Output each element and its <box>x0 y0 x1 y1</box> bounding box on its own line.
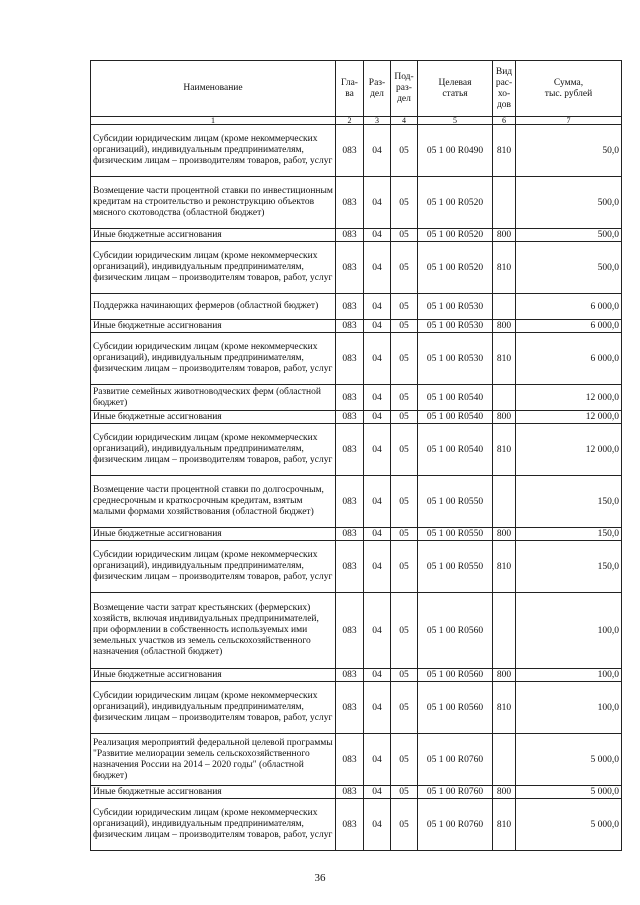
row-razdel: 04 <box>364 242 391 294</box>
row-name: Иные бюджетные ассигнования <box>91 669 336 682</box>
row-celevaya-statya: 05 1 00 R0490 <box>418 125 493 177</box>
table-row <box>91 734 622 786</box>
row-glava: 083 <box>336 294 364 320</box>
row-summa: 5 000,0 <box>516 799 622 851</box>
row-summa: 150,0 <box>516 528 622 541</box>
row-podrazdel: 05 <box>391 528 418 541</box>
row-razdel: 04 <box>364 229 391 242</box>
row-vid-rashodov: 810 <box>493 333 516 385</box>
row-celevaya-statya: 05 1 00 R0760 <box>418 786 493 799</box>
row-vid-rashodov: 800 <box>493 411 516 424</box>
table-row <box>91 799 622 851</box>
row-podrazdel: 05 <box>391 177 418 229</box>
row-summa: 150,0 <box>516 476 622 528</box>
row-razdel: 04 <box>364 177 391 229</box>
table-row <box>91 786 622 799</box>
table-row <box>91 385 622 411</box>
row-summa: 6 000,0 <box>516 320 622 333</box>
row-podrazdel: 05 <box>391 229 418 242</box>
row-summa: 6 000,0 <box>516 333 622 385</box>
row-name: Реализация мероприятий федеральной целевой программы "Развитие мелиорации земель сельскохозяйственного назначения России на 2014 – 2020 годы" (областной бюджет) <box>91 734 336 786</box>
row-celevaya-statya: 05 1 00 R0520 <box>418 229 493 242</box>
row-vid-rashodov: 810 <box>493 424 516 476</box>
row-razdel: 04 <box>364 682 391 734</box>
row-summa: 5 000,0 <box>516 734 622 786</box>
row-summa: 500,0 <box>516 229 622 242</box>
row-podrazdel: 05 <box>391 593 418 669</box>
row-vid-rashodov <box>493 294 516 320</box>
row-podrazdel: 05 <box>391 320 418 333</box>
row-name: Возмещение части процентной ставки по инвестиционным кредитам на строительство и реконструкцию объектов мясного скотоводства (областной бюджет) <box>91 177 336 229</box>
column-number: 3 <box>364 117 391 125</box>
row-razdel: 04 <box>364 476 391 528</box>
row-glava: 083 <box>336 476 364 528</box>
header-razdel: Раз- дел <box>364 61 391 117</box>
row-glava: 083 <box>336 593 364 669</box>
row-name: Поддержка начинающих фермеров (областной бюджет) <box>91 294 336 320</box>
row-vid-rashodov: 810 <box>493 682 516 734</box>
row-podrazdel: 05 <box>391 541 418 593</box>
row-summa: 100,0 <box>516 593 622 669</box>
row-summa: 6 000,0 <box>516 294 622 320</box>
row-vid-rashodov: 810 <box>493 242 516 294</box>
row-name: Субсидии юридическим лицам (кроме некоммерческих организаций), индивидуальным предпринимателям, физическим лицам – производителям товаров, работ, услуг <box>91 125 336 177</box>
row-summa: 100,0 <box>516 669 622 682</box>
row-name: Развитие семейных животноводческих ферм (областной бюджет) <box>91 385 336 411</box>
row-razdel: 04 <box>364 799 391 851</box>
row-celevaya-statya: 05 1 00 R0530 <box>418 320 493 333</box>
row-glava: 083 <box>336 424 364 476</box>
row-celevaya-statya: 05 1 00 R0560 <box>418 669 493 682</box>
row-vid-rashodov: 810 <box>493 541 516 593</box>
row-name: Иные бюджетные ассигнования <box>91 786 336 799</box>
row-podrazdel: 05 <box>391 786 418 799</box>
row-celevaya-statya: 05 1 00 R0560 <box>418 593 493 669</box>
table-row <box>91 177 622 229</box>
row-razdel: 04 <box>364 424 391 476</box>
row-glava: 083 <box>336 385 364 411</box>
row-summa: 500,0 <box>516 177 622 229</box>
row-name: Субсидии юридическим лицам (кроме некоммерческих организаций), индивидуальным предпринимателям, физическим лицам – производителям товаров, работ, услуг <box>91 682 336 734</box>
row-vid-rashodov: 800 <box>493 786 516 799</box>
row-razdel: 04 <box>364 294 391 320</box>
table-row <box>91 669 622 682</box>
row-name: Субсидии юридическим лицам (кроме некоммерческих организаций), индивидуальным предпринимателям, физическим лицам – производителям товаров, работ, услуг <box>91 541 336 593</box>
column-number: 5 <box>418 117 493 125</box>
row-glava: 083 <box>336 799 364 851</box>
row-celevaya-statya: 05 1 00 R0540 <box>418 411 493 424</box>
row-glava: 083 <box>336 125 364 177</box>
row-vid-rashodov: 810 <box>493 799 516 851</box>
table-row <box>91 411 622 424</box>
row-razdel: 04 <box>364 385 391 411</box>
row-vid-rashodov: 800 <box>493 320 516 333</box>
row-razdel: 04 <box>364 593 391 669</box>
column-number: 4 <box>391 117 418 125</box>
table-row <box>91 229 622 242</box>
row-name: Иные бюджетные ассигнования <box>91 320 336 333</box>
row-razdel: 04 <box>364 786 391 799</box>
row-name: Иные бюджетные ассигнования <box>91 411 336 424</box>
row-razdel: 04 <box>364 333 391 385</box>
row-name: Возмещение части процентной ставки по долгосрочным, среднесрочным и краткосрочным кредитам, взятым малыми формами хозяйствования (областной бюджет) <box>91 476 336 528</box>
row-razdel: 04 <box>364 320 391 333</box>
row-vid-rashodov <box>493 593 516 669</box>
row-vid-rashodov: 800 <box>493 229 516 242</box>
budget-table <box>90 60 622 851</box>
row-celevaya-statya: 05 1 00 R0540 <box>418 424 493 476</box>
row-podrazdel: 05 <box>391 424 418 476</box>
table-row <box>91 476 622 528</box>
row-glava: 083 <box>336 541 364 593</box>
row-glava: 083 <box>336 320 364 333</box>
header-row <box>91 61 622 117</box>
column-number: 7 <box>516 117 622 125</box>
row-celevaya-statya: 05 1 00 R0520 <box>418 242 493 294</box>
row-celevaya-statya: 05 1 00 R0550 <box>418 528 493 541</box>
table-row <box>91 593 622 669</box>
table-row <box>91 320 622 333</box>
header-celevaya-statya: Целевая статья <box>418 61 493 117</box>
row-podrazdel: 05 <box>391 125 418 177</box>
row-podrazdel: 05 <box>391 682 418 734</box>
row-celevaya-statya: 05 1 00 R0760 <box>418 734 493 786</box>
row-celevaya-statya: 05 1 00 R0760 <box>418 799 493 851</box>
row-glava: 083 <box>336 682 364 734</box>
row-vid-rashodov <box>493 177 516 229</box>
row-celevaya-statya: 05 1 00 R0550 <box>418 541 493 593</box>
row-razdel: 04 <box>364 541 391 593</box>
table-row <box>91 294 622 320</box>
row-podrazdel: 05 <box>391 734 418 786</box>
header-summa: Сумма, тыс. рублей <box>516 61 622 117</box>
table-row <box>91 682 622 734</box>
row-glava: 083 <box>336 528 364 541</box>
row-vid-rashodov: 810 <box>493 125 516 177</box>
column-number: 6 <box>493 117 516 125</box>
column-number: 2 <box>336 117 364 125</box>
row-vid-rashodov <box>493 734 516 786</box>
column-number: 1 <box>91 117 336 125</box>
row-glava: 083 <box>336 242 364 294</box>
row-name: Субсидии юридическим лицам (кроме некоммерческих организаций), индивидуальным предпринимателям, физическим лицам – производителям товаров, работ, услуг <box>91 333 336 385</box>
row-razdel: 04 <box>364 528 391 541</box>
row-podrazdel: 05 <box>391 242 418 294</box>
row-summa: 500,0 <box>516 242 622 294</box>
row-celevaya-statya: 05 1 00 R0550 <box>418 476 493 528</box>
row-vid-rashodov <box>493 385 516 411</box>
header-vid-rashodov: Вид рас- хо- дов <box>493 61 516 117</box>
row-name: Субсидии юридическим лицам (кроме некоммерческих организаций), индивидуальным предпринимателям, физическим лицам – производителям товаров, работ, услуг <box>91 242 336 294</box>
table-row <box>91 541 622 593</box>
row-vid-rashodov: 800 <box>493 528 516 541</box>
page-number: 36 <box>314 872 326 884</box>
row-razdel: 04 <box>364 411 391 424</box>
row-name: Иные бюджетные ассигнования <box>91 229 336 242</box>
row-summa: 50,0 <box>516 125 622 177</box>
row-celevaya-statya: 05 1 00 R0540 <box>418 385 493 411</box>
row-summa: 12 000,0 <box>516 385 622 411</box>
row-glava: 083 <box>336 669 364 682</box>
row-razdel: 04 <box>364 669 391 682</box>
header-name: Наименование <box>91 61 336 117</box>
row-summa: 5 000,0 <box>516 786 622 799</box>
row-vid-rashodov <box>493 476 516 528</box>
table-row <box>91 125 622 177</box>
row-podrazdel: 05 <box>391 799 418 851</box>
table-body <box>91 125 622 851</box>
row-summa: 150,0 <box>516 541 622 593</box>
row-celevaya-statya: 05 1 00 R0530 <box>418 333 493 385</box>
row-summa: 100,0 <box>516 682 622 734</box>
row-celevaya-statya: 05 1 00 R0530 <box>418 294 493 320</box>
row-summa: 12 000,0 <box>516 424 622 476</box>
row-razdel: 04 <box>364 125 391 177</box>
row-name: Субсидии юридическим лицам (кроме некоммерческих организаций), индивидуальным предпринимателям, физическим лицам – производителям товаров, работ, услуг <box>91 799 336 851</box>
table-row <box>91 424 622 476</box>
row-podrazdel: 05 <box>391 385 418 411</box>
row-name: Субсидии юридическим лицам (кроме некоммерческих организаций), индивидуальным предпринимателям, физическим лицам – производителям товаров, работ, услуг <box>91 424 336 476</box>
row-celevaya-statya: 05 1 00 R0520 <box>418 177 493 229</box>
row-glava: 083 <box>336 177 364 229</box>
row-podrazdel: 05 <box>391 476 418 528</box>
row-name: Иные бюджетные ассигнования <box>91 528 336 541</box>
row-glava: 083 <box>336 786 364 799</box>
header-podrazdel: Под- раз- дел <box>391 61 418 117</box>
row-podrazdel: 05 <box>391 294 418 320</box>
row-podrazdel: 05 <box>391 333 418 385</box>
table-row <box>91 528 622 541</box>
row-glava: 083 <box>336 411 364 424</box>
column-number-row <box>91 117 622 125</box>
table-row <box>91 333 622 385</box>
table-row <box>91 242 622 294</box>
row-vid-rashodov: 800 <box>493 669 516 682</box>
header-glava: Гла- ва <box>336 61 364 117</box>
row-celevaya-statya: 05 1 00 R0560 <box>418 682 493 734</box>
row-podrazdel: 05 <box>391 411 418 424</box>
row-glava: 083 <box>336 229 364 242</box>
row-summa: 12 000,0 <box>516 411 622 424</box>
row-podrazdel: 05 <box>391 669 418 682</box>
row-name: Возмещение части затрат крестьянских (фермерских) хозяйств, включая индивидуальных предпринимателей, при оформлении в собственность используемых ими земельных участков из земель сельскохозяйственного назначения (областной бюджет) <box>91 593 336 669</box>
row-glava: 083 <box>336 734 364 786</box>
row-glava: 083 <box>336 333 364 385</box>
row-razdel: 04 <box>364 734 391 786</box>
